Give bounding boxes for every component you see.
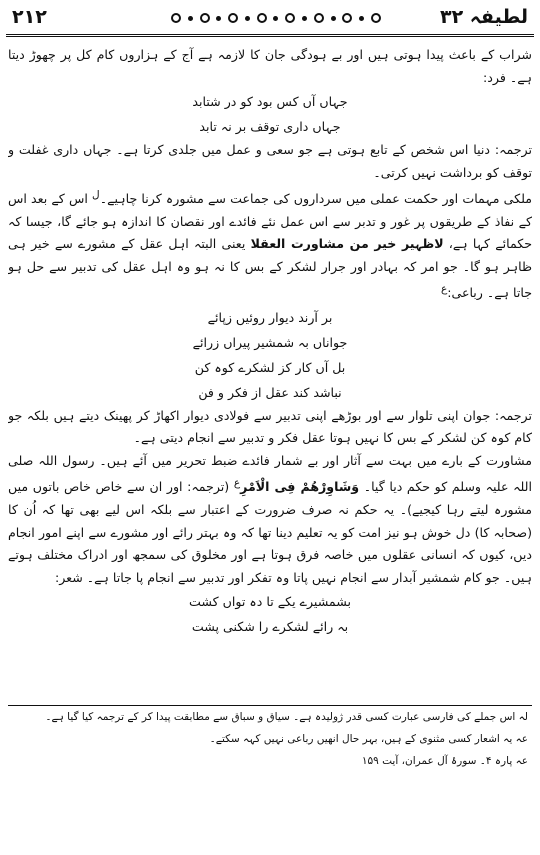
- text-span: یعنی البتہ اہل عقل کے مشورے سے خیر ہی ظاہر ہو گا۔ جو امر کہ بہادر اور جرار لشکر کے بس کا نہ ہو وہ اہل عقل کی تدبیر سے حل ہو جاتا ہے۔ رباعی:: [8, 236, 532, 301]
- chapter-title: لطیفہ ۳۲: [439, 6, 528, 28]
- text-span: (ترجمہ: اور ان سے خاص خاص باتوں میں مشورہ لیتے رہا کیجیے)۔ یہ حکم نہ صرف ضرورت کے اعتبار سے بلکہ اس لیے بھی تھا کہ اُن کا (صحابہ کا) دل خوش ہو نیز امت کو یہ تعلیم دینا تھا کہ وہ بہتر رائے اور مشورے سے اپنے امور انجام دیں، کیوں کہ انسانی عقلوں میں خاصہ فرق ہوتا ہے اور مخلوق کی سمجھ اور ادراک مختلف ہوتے ہیں۔ جو کام شمشیر آبدار سے انجام نہیں پاتا وہ تفکر اور تدبیر سے انجام پا جاتا ہے۔ شعر:: [8, 479, 532, 585]
- verse-line: بر آرند دیوار روئیں زپائے: [207, 309, 333, 325]
- footnote-marker-3: ع: [233, 477, 241, 490]
- footnote-2: عہ یہ اشعار کسی مثنوی کے ہیں، بہر حال انھیں رباعی نہیں کہہ سکتے۔: [209, 733, 528, 745]
- text-span: ملکی مہمات اور حکمت عملی میں سرداروں کی جماعت سے مشورہ کرنا چاہیے۔: [99, 191, 532, 207]
- verse-2: [8, 305, 532, 405]
- text-span: اس کے بعد اس کے نفاذ کے طریقوں پر غور و تدبر سے اس عمل نئے فائدے اور نقصان کا اندازہ ہو جائے گا، جیسا کہ حکمائے کہا ہے،: [8, 191, 532, 252]
- verse-line: جواناں بہ شمشیر پیراں زرائے: [192, 334, 348, 350]
- header-ornament: [171, 10, 381, 26]
- verse-line: بہ رائے لشکرے را شکنی پشت: [191, 619, 349, 635]
- verse-line: نباشد کند عقل از فکر و فن: [198, 384, 342, 400]
- paragraph-3: [8, 184, 532, 305]
- paragraph-1: شراب کے باعث پیدا ہوتی ہیں اور بے ہودگی جان کا لازمہ ہے آج کے ہزاروں کام کل پر چھوڑ دیتا ہے۔ فرد:: [8, 47, 532, 85]
- verse-line: بشمشیرے یکے تا دہ تواں کشت: [189, 594, 351, 610]
- footnote-1: لہ اس جملے کی فارسی عبارت کسی قدر ژولیدہ ہے۔ سیاق و سباق سے مطابقت پیدا کر کے ترجمہ کیا گیا ہے۔: [45, 711, 528, 723]
- arabic-quote: لاظہیر خیر من مشاورت العقلا: [250, 236, 444, 252]
- verse-1: [8, 89, 532, 139]
- verse-line: جہاں داری توقف بر نہ تابد: [199, 119, 341, 134]
- page-body: [8, 44, 532, 704]
- page-number: ۲۱۲: [12, 6, 47, 28]
- translation-2: ترجمہ: جوان اپنی تلوار سے اور بوڑھے اپنی تدبیر سے فولادی دیوار اکھاڑ کر پھینک دیتے ہیں بلکہ جو کام کوہ کن لشکر کے بس کا نہیں ہوتا عقل فکر و تدبیر سے انجام دیتی ہے۔: [8, 407, 532, 446]
- footnotes: [8, 705, 532, 806]
- verse-line: بل آں کار کز لشکرے کوہ کن: [194, 359, 346, 375]
- page-header: [6, 4, 534, 37]
- text-span: مشاورت کے بارے میں بہت سے آثار اور بے شمار فائدے ضبط تحریر میں آئے ہیں۔ رسول اللہ صلی اللہ علیہ وسلم کو حکم دیا گیا۔: [8, 452, 532, 495]
- footnote-marker-1: ل: [92, 189, 100, 201]
- verse-3: [8, 589, 532, 639]
- footnote-3: عہ پارہ ۴۔ سورۂ آل عمران، آیت ۱۵۹: [361, 755, 528, 767]
- quran-quote: وَشَاوِرْهُمْ فِی الْاَمْرِ: [240, 479, 360, 495]
- verse-line: جہاں آں کس بود کو در شتابد: [192, 94, 348, 109]
- translation-1: ترجمہ: دنیا اس شخص کے تابع ہوتی ہے جو سعی و عمل میں جلدی کرتا ہے۔ جہاں داری غفلت و توقف کو برداشت نہیں کرتی۔: [8, 142, 532, 180]
- footnote-marker-2: ع: [440, 283, 448, 296]
- paragraph-5: [8, 450, 532, 589]
